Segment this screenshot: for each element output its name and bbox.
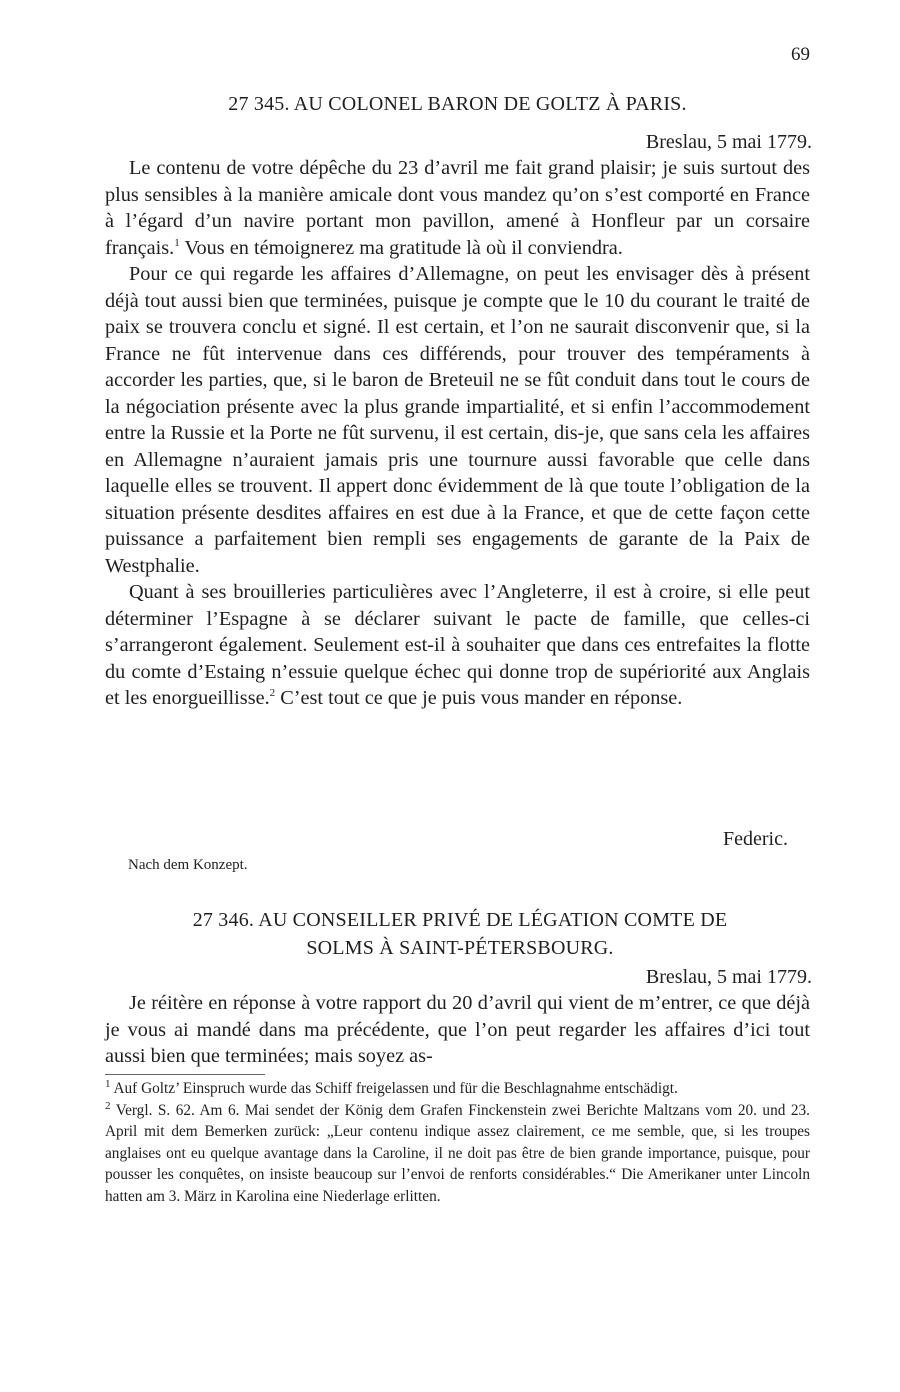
paragraph: Je réitère en réponse à votre rapport du 20 d’avril qui vient de m’entrer, ce que déjà je vous ai mandé dans ma précédente, que l’on peut regarder les affaires d’ici tout aussi bien que terminées; mais soyez as-: [105, 992, 810, 1067]
footnote: [105, 1100, 810, 1208]
footnote-divider: [105, 1074, 265, 1075]
paragraph: Pour ce qui regarde les affaires d’Allemagne, on peut les envisager dès à présent déjà tout aussi bien que terminées, puisque je compte que le 10 du courant le traité de paix se trouvera conclu et signé. Il est certain, et l’on ne saurait disconvenir que, si la France ne fût intervenue dans ces différends, pour trouver des tempéraments à accorder les parties, que, si le baron de Breteuil ne se fût conduit dans tout le cours de la négociation présente avec la plus grande impartialité, et si enfin l’accommodement entre la Russie et la Porte ne fût survenu, il est certain, dis-je, que sans cela les affaires en Allemagne n’auraient jamais pris une tournure aussi favorable que celle dans laquelle elles se trouvent. Il appert donc évidemment de là que toute l’obligation de la situation présente desdites affaires en est due à la France, et que de cette façon cette puissance a parfaitement bien rempli ses engagements de garante de la Paix de Westphalie.: [105, 263, 810, 577]
footnote: [105, 1078, 810, 1100]
footnote-marker: 1: [174, 236, 180, 249]
source-note: Nach dem Konzept.: [128, 857, 248, 873]
paragraph-text: C’est tout ce que je puis vous mander en réponse.: [275, 687, 683, 709]
letter-heading: [105, 906, 815, 962]
paragraph-text: Le contenu de votre dépêche du 23 d’avril me fait grand plaisir; je suis surtout des plus sensibles à la manière amicale dont vous mandez qu’on s’est comporté en France à l’égard d’un navire portant mon pavillon, amené à Honfleur par un corsaire français.: [105, 157, 810, 259]
footnote-text: Auf Goltz’ Einspruch wurde das Schiff freigelassen und für die Beschlagnahme entschädigt.: [110, 1080, 678, 1097]
heading-line: 27 346. AU CONSEILLER PRIVÉ DE LÉGATION COMTE DE: [192, 909, 728, 931]
footnote-number: 2: [105, 1099, 111, 1112]
letter-date: Breslau, 5 mai 1779.: [645, 131, 812, 153]
letter-body: [105, 155, 810, 712]
footnote-number: 1: [105, 1077, 111, 1090]
footnote-marker: 2: [269, 687, 276, 700]
footnote-text: Vergl. S. 62. Am 6. Mai sendet der König dem Grafen Finckenstein zwei Berichte Maltzans vom 20. und 23. April mit dem Bemerken zurück: „Leur contenu indique assez clairement, ce me semble, que, si les troupes anglaises ont eu quelque avantage dans la Caroline, il ne doit pas être de bien grande importance, puisque, pour pousser les conquêtes, on insiste beaucoup sur l’envoi de renforts considérables.“ Die Amerikaner unter Lincoln hatten am 3. März in Karolina eine Niederlage erlitten.: [105, 1101, 810, 1205]
letter-body: [105, 990, 810, 1070]
paragraph: [105, 155, 810, 261]
paragraph-text: Quant à ses brouilleries particulières avec l’Angleterre, il est à croire, si elle peut déterminer l’Espagne à se déclarer suivant le pacte de famille, que celles-ci s’arrangeront également. Seulement est-il à souhaiter que dans ces entrefaites la flotte du comte d’Estaing n’essuie quelque échec qui donne trop de supériorité aux Anglais et les enorgueillisse.: [105, 581, 810, 709]
signature: Federic.: [723, 828, 788, 850]
paragraph: [105, 579, 810, 712]
paragraph-text: Vous en témoignerez ma gratitude là où il conviendra.: [179, 236, 623, 259]
page-number: 69: [791, 44, 810, 65]
letter-date: Breslau, 5 mai 1779.: [645, 966, 812, 988]
letter-heading: 27 345. AU COLONEL BARON DE GOLTZ À PARIS.: [228, 93, 687, 115]
footnotes: [105, 1078, 810, 1207]
heading-line: SOLMS À SAINT-PÉTERSBOURG.: [306, 937, 614, 959]
